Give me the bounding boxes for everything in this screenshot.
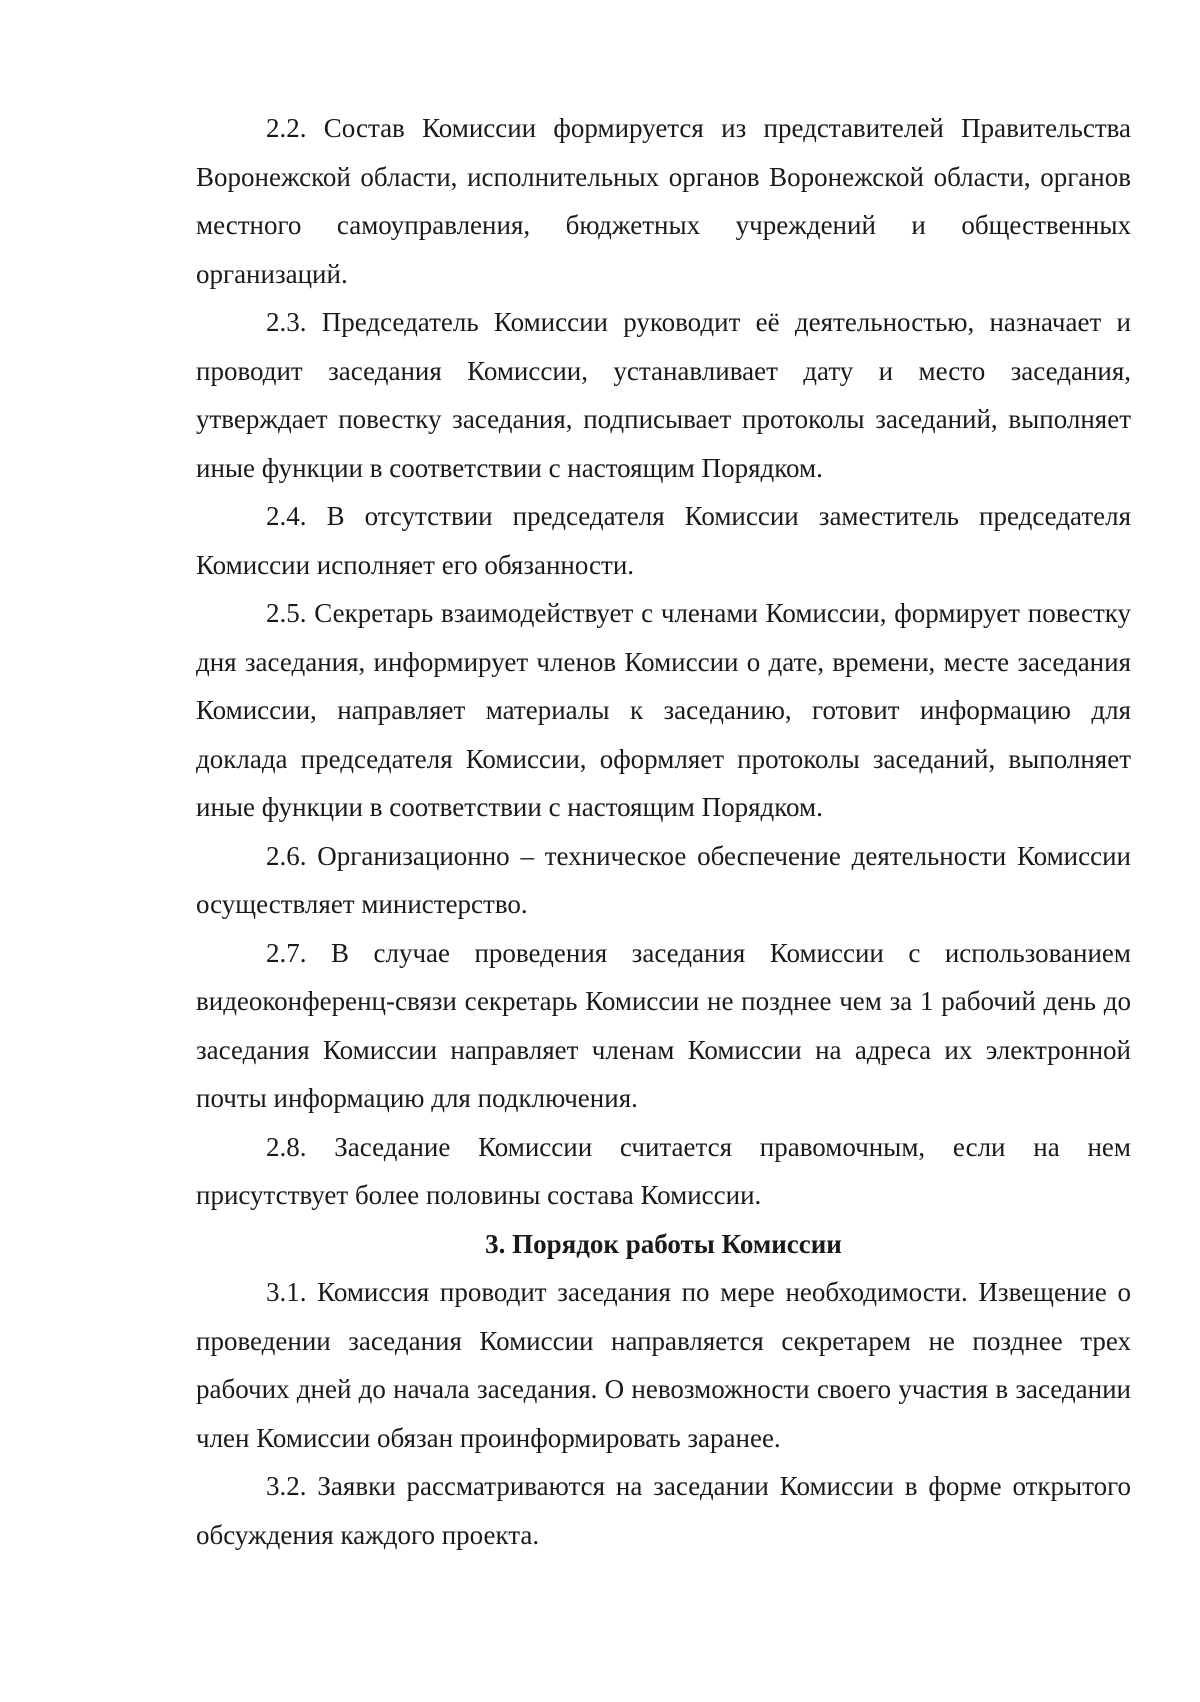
paragraph-2-2: 2.2. Состав Комиссии формируется из представителей Правительства Воронежской области, исполнительных органов Воронежской области, органов местного самоуправления, бюджетных учреждений и общественных организаций. xyxy=(196,113,1131,289)
paragraph-2-7: 2.7. В случае проведения заседания Комиссии с использованием видеоконференц-связи секретарь Комиссии не позднее чем за 1 рабочий день до заседания Комиссии направляет членам Комиссии на адреса их электронной почты информацию для подключения. xyxy=(196,937,1131,1113)
document-page xyxy=(196,104,1131,1559)
paragraph-3-2: 3.2. Заявки рассматриваются на заседании Комиссии в форме открытого обсуждения каждого проекта. xyxy=(196,1471,1131,1550)
paragraph-3-1: 3.1. Комиссия проводит заседания по мере необходимости. Извещение о проведении заседания Комиссии направляется секретарем не позднее трех рабочих дней до начала заседания. О невозможности своего участия в заседании член Комиссии обязан проинформировать заранее. xyxy=(196,1277,1131,1453)
paragraph-2-3: 2.3. Председатель Комиссии руководит её деятельностью, назначает и проводит заседания Комиссии, устанавливает дату и место заседания, утверждает повестку заседания, подписывает протоколы заседаний, выполняет иные функции в соответствии с настоящим Порядком. xyxy=(196,307,1131,483)
paragraph-2-8: 2.8. Заседание Комиссии считается правомочным, если на нем присутствует более половины состава Комиссии. xyxy=(196,1131,1131,1210)
section-heading: 3. Порядок работы Комиссии xyxy=(485,1228,842,1259)
paragraph-2-5: 2.5. Секретарь взаимодействует с членами Комиссии, формирует повестку дня заседания, информирует членов Комиссии о дате, времени, месте заседания Комиссии, направляет материалы к заседанию, готовит информацию для доклада председателя Комиссии, оформляет протоколы заседаний, выполняет иные функции в соответствии с настоящим Порядком. xyxy=(196,598,1131,822)
paragraph-2-4: 2.4. В отсутствии председателя Комиссии заместитель председателя Комиссии исполняет его обязанности. xyxy=(196,501,1131,580)
paragraph-2-6: 2.6. Организационно – техническое обеспечение деятельности Комиссии осуществляет министерство. xyxy=(196,840,1131,919)
